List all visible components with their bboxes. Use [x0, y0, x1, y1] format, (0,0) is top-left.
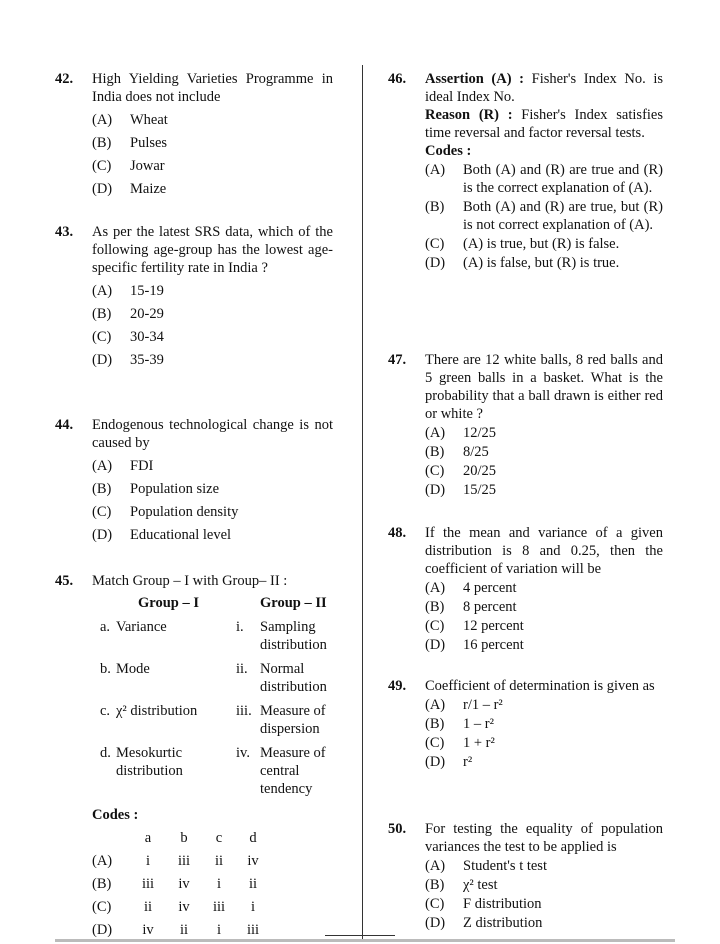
option-a[interactable]: [425, 424, 663, 442]
option-a[interactable]: [425, 696, 663, 714]
codes-cell: iv: [142, 922, 154, 938]
option-d[interactable]: [425, 481, 663, 499]
option-text: 1 – r²: [463, 716, 494, 732]
option-label: (D): [425, 482, 446, 498]
option-label: (A): [425, 162, 446, 178]
option-label: (A): [92, 283, 113, 299]
option-d[interactable]: [92, 180, 333, 198]
question-48: [388, 524, 663, 654]
codes-header-cell: b: [180, 830, 188, 846]
option-label: (B): [92, 306, 112, 322]
option-text: Jowar: [130, 158, 165, 174]
question-46: [388, 70, 663, 272]
codes-cell: iv: [178, 876, 190, 892]
option-label: (B): [425, 444, 445, 460]
question-number: 49.: [388, 678, 407, 694]
question-43: [55, 223, 333, 369]
option-b[interactable]: [425, 443, 663, 461]
option-c[interactable]: [425, 734, 663, 752]
option-d[interactable]: [92, 526, 333, 544]
option-text: FDI: [130, 458, 154, 474]
option-label: (B): [425, 599, 445, 615]
codes-header-cell: c: [215, 830, 223, 846]
option-b[interactable]: [92, 134, 333, 152]
option-label: (D): [92, 181, 113, 197]
option-label: (A): [425, 697, 446, 713]
option-c[interactable]: [92, 503, 333, 521]
question-number: 50.: [388, 821, 407, 837]
option-a[interactable]: [92, 457, 333, 475]
question-number: 45.: [55, 573, 74, 589]
option-c[interactable]: [425, 895, 663, 913]
option-c[interactable]: [92, 328, 333, 346]
option-text: F distribution: [463, 896, 542, 912]
option-label: (C): [425, 896, 445, 912]
question-stem: Coefficient of determination is given as: [425, 678, 655, 694]
reason-label: Reason (R) :: [425, 107, 513, 123]
option-label: (D): [425, 637, 446, 653]
codes-cell: iv: [178, 899, 190, 915]
question-stem: There are 12 white balls, 8 red balls and 5 green balls in a basket. What is the probability that a ball drawn is either red or white ?: [425, 352, 663, 422]
option-label: (B): [92, 481, 112, 497]
option-label: (C): [425, 735, 445, 751]
question-45: [55, 572, 333, 939]
codes-cell: iv: [247, 853, 259, 869]
question-50: [388, 820, 663, 932]
option-text: χ² test: [463, 877, 498, 893]
codes-cell: i: [216, 922, 222, 938]
option-label: (B): [92, 135, 112, 151]
codes-cell: iii: [177, 853, 191, 869]
option-text: 12 percent: [463, 618, 524, 634]
assertion-text: Fisher's Index No. is ideal Index No.: [425, 71, 664, 105]
option-label: (D): [425, 255, 446, 271]
option-text: Both (A) and (R) are true and (R) is the correct explanation of (A).: [463, 162, 663, 196]
group-2-item: Measure of dispersion: [260, 703, 326, 737]
match-table: [100, 594, 333, 798]
option-c[interactable]: [92, 157, 333, 175]
codes-cell: ii: [179, 922, 189, 938]
reason-text: Fisher's Index satisfies time reversal and factor reversal tests.: [425, 107, 664, 141]
option-text: 12/25: [463, 425, 497, 441]
question-44: [55, 416, 333, 544]
option-d[interactable]: [92, 351, 333, 369]
group-2-item: Sampling distribution: [260, 619, 327, 653]
group-1-item: χ² distribution: [116, 703, 198, 719]
row-letter: a.: [100, 619, 111, 635]
codes-header-cell: [92, 829, 130, 847]
option-d[interactable]: [425, 636, 663, 654]
codes-label: Codes :: [425, 143, 472, 159]
option-label: (B): [425, 877, 445, 893]
codes-option-label[interactable]: (A): [92, 853, 113, 869]
option-text: 8/25: [463, 444, 489, 460]
question-number: 42.: [55, 71, 74, 87]
row-numeral: iii.: [236, 703, 252, 719]
codes-cell: ii: [214, 853, 224, 869]
page-mark: [325, 935, 395, 936]
option-d[interactable]: [425, 914, 663, 932]
question-stem: For testing the equality of population variances the test to be applied is: [425, 821, 663, 855]
option-label: (D): [92, 352, 113, 368]
option-text: (A) is true, but (R) is false.: [463, 236, 620, 252]
option-label: (B): [425, 716, 445, 732]
group-2-item: Measure of central tendency: [260, 745, 326, 797]
question-number: 44.: [55, 417, 74, 433]
option-text: 1 + r²: [463, 735, 495, 751]
group-1-item: Mesokurtic distribution: [116, 745, 183, 779]
codes-option-label[interactable]: (D): [92, 922, 113, 938]
row-letter: b.: [100, 661, 111, 677]
codes-option-label[interactable]: (B): [92, 876, 112, 892]
option-text: 15/25: [463, 482, 497, 498]
codes-header-cell: d: [249, 830, 257, 846]
option-d[interactable]: [425, 753, 663, 771]
codes-cell: iii: [212, 899, 226, 915]
option-label: (A): [425, 858, 446, 874]
question-stem: High Yielding Varieties Programme in India does not include: [92, 71, 333, 105]
codes-cell: i: [145, 853, 151, 869]
option-b[interactable]: [92, 480, 333, 498]
option-text: 8 percent: [463, 599, 517, 615]
codes-header-cell: a: [144, 830, 152, 846]
row-numeral: ii.: [236, 661, 248, 677]
group-1-header: Group – I: [138, 595, 199, 611]
option-label: (C): [425, 618, 445, 634]
option-c[interactable]: [425, 235, 663, 253]
option-b[interactable]: [425, 598, 663, 616]
group-2-header: Group – II: [260, 595, 327, 611]
question-number: 43.: [55, 224, 74, 240]
option-text: Maize: [130, 181, 167, 197]
codes-cell: ii: [143, 899, 153, 915]
option-text: Population density: [130, 504, 239, 520]
option-a[interactable]: [92, 111, 333, 129]
option-text: Both (A) and (R) are true, but (R) is not correct explanation of (A).: [463, 199, 663, 233]
option-label: (A): [92, 458, 113, 474]
option-text: r²: [463, 754, 473, 770]
option-b[interactable]: [425, 715, 663, 733]
row-letter: d.: [100, 745, 111, 761]
option-text: 20/25: [463, 463, 497, 479]
option-text: 35-39: [130, 352, 164, 368]
codes-label: Codes :: [92, 807, 139, 823]
codes-cell: iii: [141, 876, 155, 892]
option-a[interactable]: [425, 857, 663, 875]
option-text: r/1 – r²: [463, 697, 503, 713]
column-divider: [362, 65, 363, 940]
codes-cell: i: [250, 899, 256, 915]
option-label: (A): [92, 112, 113, 128]
question-stem: Endogenous technological change is not caused by: [92, 417, 333, 451]
option-label: (D): [425, 754, 446, 770]
option-c[interactable]: [425, 617, 663, 635]
codes-option-label[interactable]: (C): [92, 899, 112, 915]
bottom-rule: [55, 939, 675, 942]
option-text: Educational level: [130, 527, 232, 543]
option-label: (C): [425, 236, 445, 252]
question-47: [388, 351, 663, 499]
group-1-item: Variance: [116, 619, 167, 635]
codes-cell: ii: [248, 876, 258, 892]
option-a[interactable]: [425, 161, 663, 197]
codes-cell: iii: [246, 922, 260, 938]
option-text: 16 percent: [463, 637, 524, 653]
option-label: (C): [92, 329, 112, 345]
codes-cell: i: [216, 876, 222, 892]
option-text: 4 percent: [463, 580, 517, 596]
question-number: 46.: [388, 71, 407, 87]
row-numeral: iv.: [236, 745, 250, 761]
option-text: Student's t test: [463, 858, 547, 874]
option-a[interactable]: [92, 282, 333, 300]
option-label: (A): [425, 425, 446, 441]
option-label: (C): [425, 463, 445, 479]
assertion-label: Assertion (A) :: [425, 71, 524, 87]
question-42: [55, 70, 333, 198]
option-text: 20-29: [130, 306, 164, 322]
question-49: [388, 677, 663, 771]
option-b[interactable]: [425, 876, 663, 894]
option-d[interactable]: [425, 254, 663, 272]
option-b[interactable]: [425, 198, 663, 234]
option-label: (A): [425, 580, 446, 596]
option-text: Wheat: [130, 112, 168, 128]
option-c[interactable]: [425, 462, 663, 480]
question-number: 47.: [388, 352, 407, 368]
option-label: (C): [92, 158, 112, 174]
option-text: Population size: [130, 481, 220, 497]
question-number: 48.: [388, 525, 407, 541]
option-text: 30-34: [130, 329, 164, 345]
question-stem: If the mean and variance of a given distribution is 8 and 0.25, then the coefficient of variation will be: [425, 525, 663, 577]
option-label: (D): [92, 527, 113, 543]
option-label: (C): [92, 504, 112, 520]
option-b[interactable]: [92, 305, 333, 323]
option-a[interactable]: [425, 579, 663, 597]
row-letter: c.: [100, 703, 111, 719]
question-stem: As per the latest SRS data, which of the following age-group has the lowest age-specific fertility rate in India ?: [92, 224, 333, 276]
option-label: (B): [425, 199, 445, 215]
group-2-item: Normal distribution: [260, 661, 327, 695]
row-numeral: i.: [236, 619, 244, 635]
option-label: (D): [425, 915, 446, 931]
group-1-item: Mode: [116, 661, 150, 677]
option-text: Z distribution: [463, 915, 543, 931]
option-text: (A) is false, but (R) is true.: [463, 255, 620, 271]
question-stem: Match Group – I with Group– II :: [92, 573, 288, 589]
option-text: Pulses: [130, 135, 168, 151]
option-text: 15-19: [130, 283, 164, 299]
codes-table: [92, 829, 333, 939]
